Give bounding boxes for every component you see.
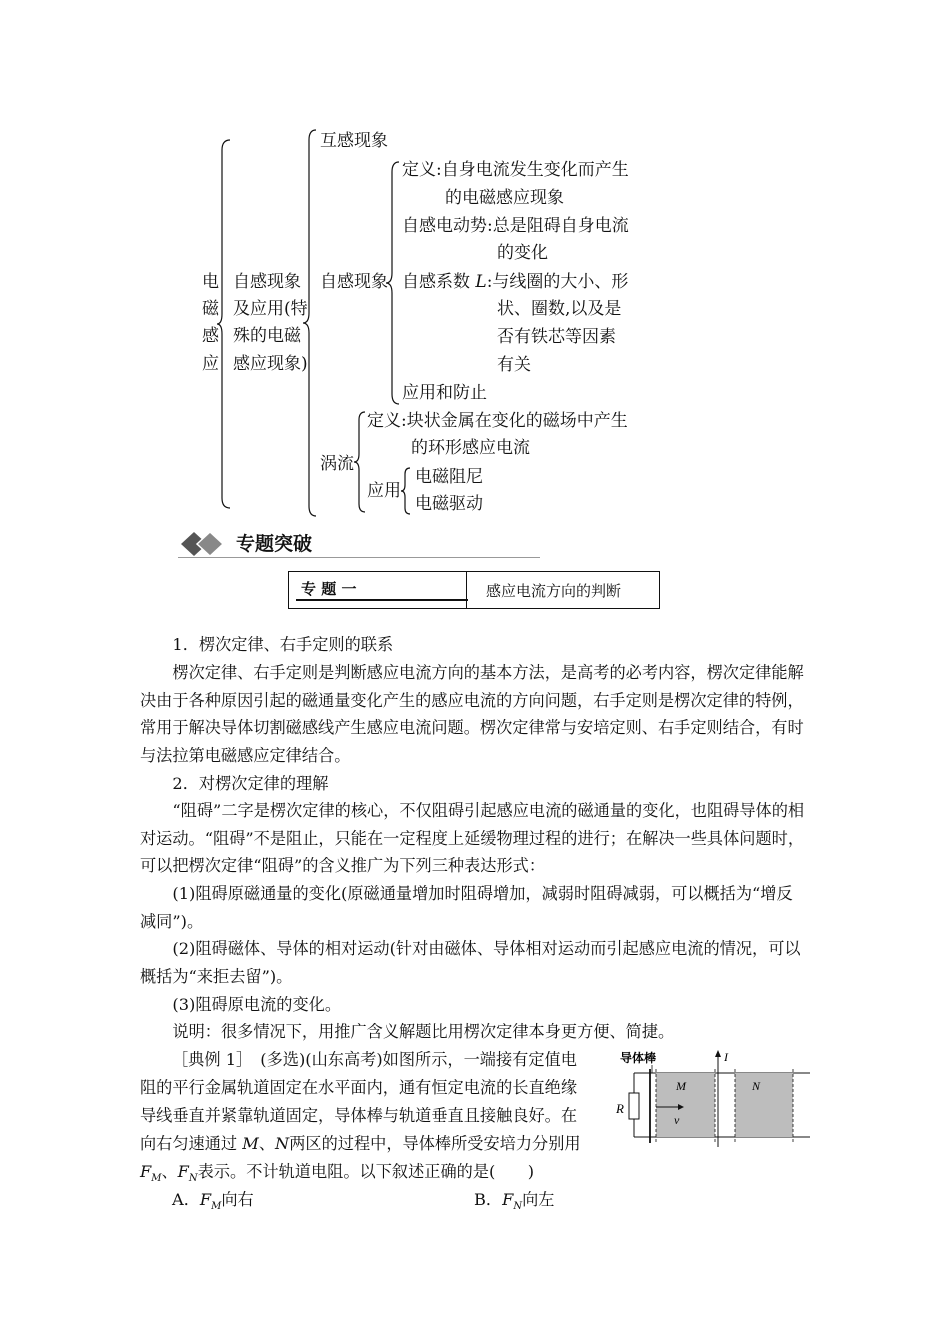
self-coef-line3: 否有铁芯等因素 — [497, 327, 616, 347]
example-line: $F_M$、$F_N$表示。不计轨道电阻。以下叙述正确的是( ) — [140, 1162, 535, 1185]
example-line: ［典例 1］ (多选)(山东高考)如图所示，一端接有定值电 — [172, 1050, 577, 1069]
self-coef-line2: 状、圈数,以及是 — [497, 299, 622, 319]
eddy-app-drive: 电磁驱动 — [415, 494, 483, 514]
self-induction: 自感现象 — [320, 272, 388, 292]
topic-box — [288, 571, 660, 609]
velocity-label: v — [674, 1113, 680, 1127]
topic-separator — [466, 572, 467, 608]
paragraph-1: 楞次定律、右手定则是判断感应电流方向的基本方法，是高考的必考内容，楞次定律能解决由于各种原因引起的磁通量变化产生的感应电流的方向问题，右手定则是楞次定律的特例，常用于解决导体切割磁感线产生感应电流问题。楞次定律常与安培定则、右手定则结合，有时与法拉第电磁感应定律结合。 — [140, 663, 804, 765]
heading-2: 2．对楞次定律的理解 — [172, 774, 329, 793]
brace-self — [385, 160, 401, 406]
self-coef-line4: 有关 — [497, 355, 531, 375]
diamond-icon — [178, 530, 236, 558]
root-char: 电 — [202, 272, 219, 292]
brace-root — [216, 138, 232, 510]
brace-eddy-app — [400, 466, 412, 516]
section-title: 专题突破 — [236, 533, 313, 555]
topic-label: 专 题 一 — [301, 580, 357, 598]
brace-eddy — [353, 410, 367, 515]
eddy-app-damping: 电磁阻尼 — [415, 467, 483, 487]
resistor-label: R — [616, 1101, 624, 1116]
region-n — [735, 1073, 793, 1137]
topic-title: 感应电流方向的判断 — [486, 582, 622, 600]
self-def-line2: 的电磁感应现象 — [445, 188, 564, 208]
rail-figure — [612, 1047, 812, 1152]
note: 说明：很多情况下，用推广含义解题比用楞次定律本身更方便、简捷。 — [172, 1022, 675, 1041]
root-char: 应 — [202, 354, 219, 374]
example-line: 向右匀速通过 M、N两区的过程中，导体棒所受安培力分别用 — [140, 1134, 581, 1153]
item-3: (3)阻碍原电流的变化。 — [172, 995, 342, 1014]
self-emf-line1: 自感电动势:总是阻碍自身电流 — [402, 216, 629, 236]
region-n-label: N — [752, 1079, 761, 1093]
self-emf-line2: 的变化 — [497, 243, 548, 263]
region-m-label: M — [676, 1079, 686, 1093]
example-line: 阻的平行金属轨道固定在水平面内，通有恒定电流的长直绝缘 — [140, 1078, 578, 1097]
resistor — [629, 1093, 639, 1119]
inductance-symbol: L — [475, 272, 487, 292]
current-arrow-icon — [715, 1050, 721, 1057]
self-application: 应用和防止 — [402, 383, 487, 403]
eddy-current: 涡流 — [320, 454, 354, 474]
example-line: 导线垂直并紧靠轨道固定，导体棒与轨道垂直且接触良好。在 — [140, 1106, 578, 1125]
mutual-induction: 互感现象 — [320, 131, 388, 151]
topic-label-underline — [296, 599, 468, 601]
lvl1-line: 殊的电磁 — [233, 326, 301, 346]
current-label: I — [724, 1050, 728, 1064]
heading-1: 1．楞次定律、右手定则的联系 — [172, 635, 394, 654]
root-char: 感 — [202, 326, 219, 346]
root-char: 磁 — [202, 299, 219, 319]
option-a: A．$F_M$向右 — [172, 1190, 254, 1213]
lvl1-line: 自感现象 — [233, 272, 301, 292]
section-divider — [178, 557, 540, 558]
paragraph-2: “阻碍”二字是楞次定律的核心，不仅阻碍引起感应电流的磁通量的变化，也阻碍导体的相对运动。“阻碍”不是阻止，只能在一定程度上延缓物理过程的进行；在解决一些具体问题时，可以把楞次定律“阻碍”的含义推广为下列三种表达形式： — [140, 801, 805, 876]
eddy-application: 应用 — [367, 481, 401, 501]
lvl1-line: 感应现象) — [233, 354, 308, 374]
self-coef-line1: 自感系数 L:与线圈的大小、形 — [402, 272, 629, 292]
option-b: B．$F_N$向左 — [474, 1190, 555, 1213]
brace-lvl1 — [302, 128, 318, 518]
eddy-def-line1: 定义:块状金属在变化的磁场中产生 — [367, 411, 628, 431]
self-def-line1: 定义:自身电流发生变化而产生 — [402, 160, 629, 180]
item-1: (1)阻碍原磁通量的变化(原磁通量增加时阻碍增加，减弱时阻碍减弱，可以概括为“增反减同”)。 — [140, 884, 793, 931]
lvl1-line: 及应用(特 — [233, 299, 308, 319]
rod-label: 导体棒 — [620, 1051, 657, 1065]
item-2: (2)阻碍磁体、导体的相对运动(针对由磁体、导体相对运动而引起感应电流的情况，可以概括为“来拒去留”)。 — [140, 939, 801, 986]
eddy-def-line2: 的环形感应电流 — [411, 438, 530, 458]
